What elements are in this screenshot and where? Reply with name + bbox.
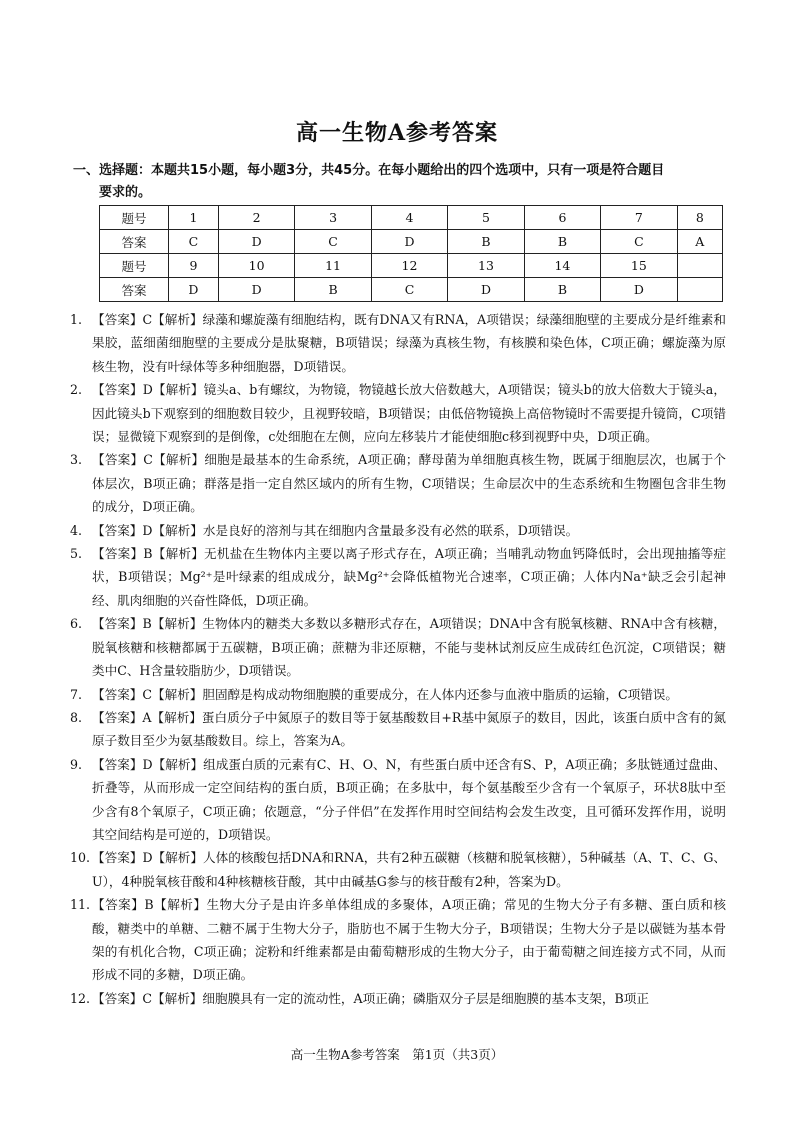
table-header-cell: 答案 xyxy=(100,278,169,302)
item-text: 【答案】D【解析】人体的核酸包括DNA和RNA，共有2种五碳糖（核糖和脱氧核糖），5种碱基（A、T、C、G、U），4种脱氧核苷酸和4种核糖核苷酸，其中由碱基G参与的核苷酸有2种，答案为D。 xyxy=(92,850,726,889)
table-cell: B xyxy=(524,230,600,254)
item-text: 【答案】C【解析】细胞膜具有一定的流动性，A项正确；磷脂双分子层是细胞膜的基本支架，B项正 xyxy=(92,990,649,1006)
explanation-item xyxy=(70,683,726,706)
table-cell: 8 xyxy=(677,206,722,230)
table-cell: 14 xyxy=(524,254,600,278)
table-cell: D xyxy=(218,278,294,302)
table-cell: D xyxy=(371,230,447,254)
table-cell: 4 xyxy=(371,206,447,230)
item-text: 【答案】D【解析】水是良好的溶剂与其在细胞内含量最多没有必然的联系，D项错误。 xyxy=(92,522,579,538)
table-cell: 1 xyxy=(169,206,219,230)
table-row-question-2 xyxy=(100,254,723,278)
item-number: 8. xyxy=(70,709,83,725)
item-number: 9. xyxy=(70,756,83,772)
table-cell: C xyxy=(371,278,447,302)
table-cell: D xyxy=(448,278,524,302)
item-number: 12. xyxy=(70,990,91,1006)
table-cell: C xyxy=(169,230,219,254)
section-heading-line1: 一、选择题：本题共15小题，每小题3分，共45分。在每小题给出的四个选项中，只有一项是符合题目 xyxy=(73,163,665,178)
explanation-item xyxy=(70,542,726,612)
page-title: 高一生物A参考答案 xyxy=(295,120,499,146)
table-header-cell: 题号 xyxy=(100,206,169,230)
table-cell: 3 xyxy=(295,206,371,230)
item-text: 【答案】C【解析】细胞是最基本的生命系统，A项正确；酵母菌为单细胞真核生物，既属于细胞层次，也属于个体层次，B项正确；群落是指一定自然区域内的所有生物，C项错误；生命层次中的生态系统和生物圈包含非生物的成分，D项正确。 xyxy=(92,452,726,515)
table-cell: 10 xyxy=(218,254,294,278)
item-text: 【答案】C【解析】绿藻和螺旋藻有细胞结构，既有DNA又有RNA，A项错误；绿藻细胞壁的主要成分是纤维素和果胶，蓝细菌细胞壁的主要成分是肽聚糖，B项错误；绿藻为真核生物，有核膜和染色体，C项正确；螺旋藻为原核生物，没有叶绿体等多种细胞器，D项错误。 xyxy=(92,312,726,374)
table-cell: 7 xyxy=(601,206,677,230)
item-number: 1. xyxy=(70,312,83,327)
item-text: 【答案】B【解析】无机盐在生物体内主要以离子形式存在，A项正确；当哺乳动物血钙降低时，会出现抽搐等症状，B项错误；Mg²⁺是叶绿素的组成成分，缺Mg²⁺会降低植物光合速率，C项正确；人体内Na⁺缺乏会引起神经、肌肉细胞的兴奋性降低，D项正确。 xyxy=(92,546,726,608)
explanation-item xyxy=(70,706,726,753)
answer-table xyxy=(99,205,723,302)
section-heading xyxy=(73,160,733,204)
explanation-item xyxy=(70,612,726,682)
explanation-item xyxy=(70,519,726,542)
item-text: 【答案】B【解析】生物体内的糖类大多数以多糖形式存在，A项错误；DNA中含有脱氧核糖、RNA中含有核糖，脱氧核糖和核糖都属于五碳糖，B项正确；蔗糖为非还原糖，不能与斐林试剂反应生成砖红色沉淀，C项错误；糖类中C、H含量较脂肪少，D项错误。 xyxy=(92,616,726,679)
item-number: 5. xyxy=(70,546,83,562)
table-cell: C xyxy=(295,230,371,254)
table-cell: 15 xyxy=(601,254,677,278)
explanation-item xyxy=(70,308,726,378)
table-row-question-1 xyxy=(100,206,723,230)
table-header-cell: 答案 xyxy=(100,230,169,254)
table-cell xyxy=(677,254,722,278)
explanation-item xyxy=(70,846,726,893)
table-row-answer-2 xyxy=(100,278,723,302)
section-heading-line2: 要求的。 xyxy=(99,185,152,200)
table-cell xyxy=(677,278,722,302)
table-cell: 5 xyxy=(448,206,524,230)
item-number: 2. xyxy=(70,382,83,398)
explanation-item xyxy=(70,987,726,1010)
item-number: 10. xyxy=(70,850,91,866)
table-cell: D xyxy=(601,278,677,302)
item-number: 4. xyxy=(70,522,83,538)
explanation-item xyxy=(70,753,726,847)
table-cell: 9 xyxy=(169,254,219,278)
table-cell: B xyxy=(448,230,524,254)
table-cell: A xyxy=(677,230,722,254)
explanation-list xyxy=(70,308,726,1010)
table-cell: D xyxy=(218,230,294,254)
table-cell: B xyxy=(524,278,600,302)
item-number: 6. xyxy=(70,616,83,632)
explanation-item xyxy=(70,448,726,518)
item-text: 【答案】C【解析】胆固醇是构成动物细胞膜的重要成分，在人体内还参与血液中脂质的运输，C项错误。 xyxy=(92,686,678,702)
table-cell: 2 xyxy=(218,206,294,230)
table-cell: 12 xyxy=(371,254,447,278)
table-row-answer-1 xyxy=(100,230,723,254)
table-header-cell: 题号 xyxy=(100,254,169,278)
table-cell: B xyxy=(295,278,371,302)
explanation-item xyxy=(70,893,726,987)
item-text: 【答案】D【解析】镜头a、b有螺纹，为物镜，物镜越长放大倍数越大，A项错误；镜头b的放大倍数大于镜头a，因此镜头b下观察到的细胞数目较少，且视野较暗，B项错误；由低倍物镜换上高倍物镜时不需要提升镜筒，C项错误；显微镜下观察到的是倒像，c处细胞在左侧，应向左移装片才能使细胞c移到视野中央，D项正确。 xyxy=(92,382,726,445)
page-footer: 高一生物A参考答案 第1页（共3页） xyxy=(290,1047,504,1062)
item-text: 【答案】A【解析】蛋白质分子中氮原子的数目等于氨基酸数目+R基中氮原子的数目，因此，该蛋白质中含有的氮原子数目至少为氨基酸数目。综上，答案为A。 xyxy=(92,709,726,749)
table-cell: 13 xyxy=(448,254,524,278)
explanation-item xyxy=(70,378,726,448)
item-number: 7. xyxy=(70,686,83,702)
item-text: 【答案】B【解析】生物大分子是由许多单体组成的多聚体，A项正确；常见的生物大分子有多糖、蛋白质和核酸，糖类中的单糖、二糖不属于生物大分子，脂肪也不属于生物大分子，B项错误；生物大分子是以碳链为基本骨架的有机化合物，C项正确；淀粉和纤维素都是由葡萄糖形成的生物大分子，由于葡萄糖之间连接方式不同，从而形成不同的多糖，D项正确。 xyxy=(92,897,726,983)
item-text: 【答案】D【解析】组成蛋白质的元素有C、H、O、N，有些蛋白质中还含有S、P，A项正确；多肽链通过盘曲、折叠等，从而形成一定空间结构的蛋白质，B项正确；在多肽中，每个氨基酸至少含有一个氧原子，环状8肽中至少含有8个氧原子，C项正确；依题意，“分子伴侣”在发挥作用时空间结构会发生改变，且可循环发挥作用，说明其空间结构是可逆的，D项错误。 xyxy=(92,756,726,842)
table-cell: D xyxy=(169,278,219,302)
item-number: 3. xyxy=(70,452,83,468)
item-number: 11. xyxy=(70,897,91,913)
table-cell: 6 xyxy=(524,206,600,230)
table-cell: C xyxy=(601,230,677,254)
table-cell: 11 xyxy=(295,254,371,278)
